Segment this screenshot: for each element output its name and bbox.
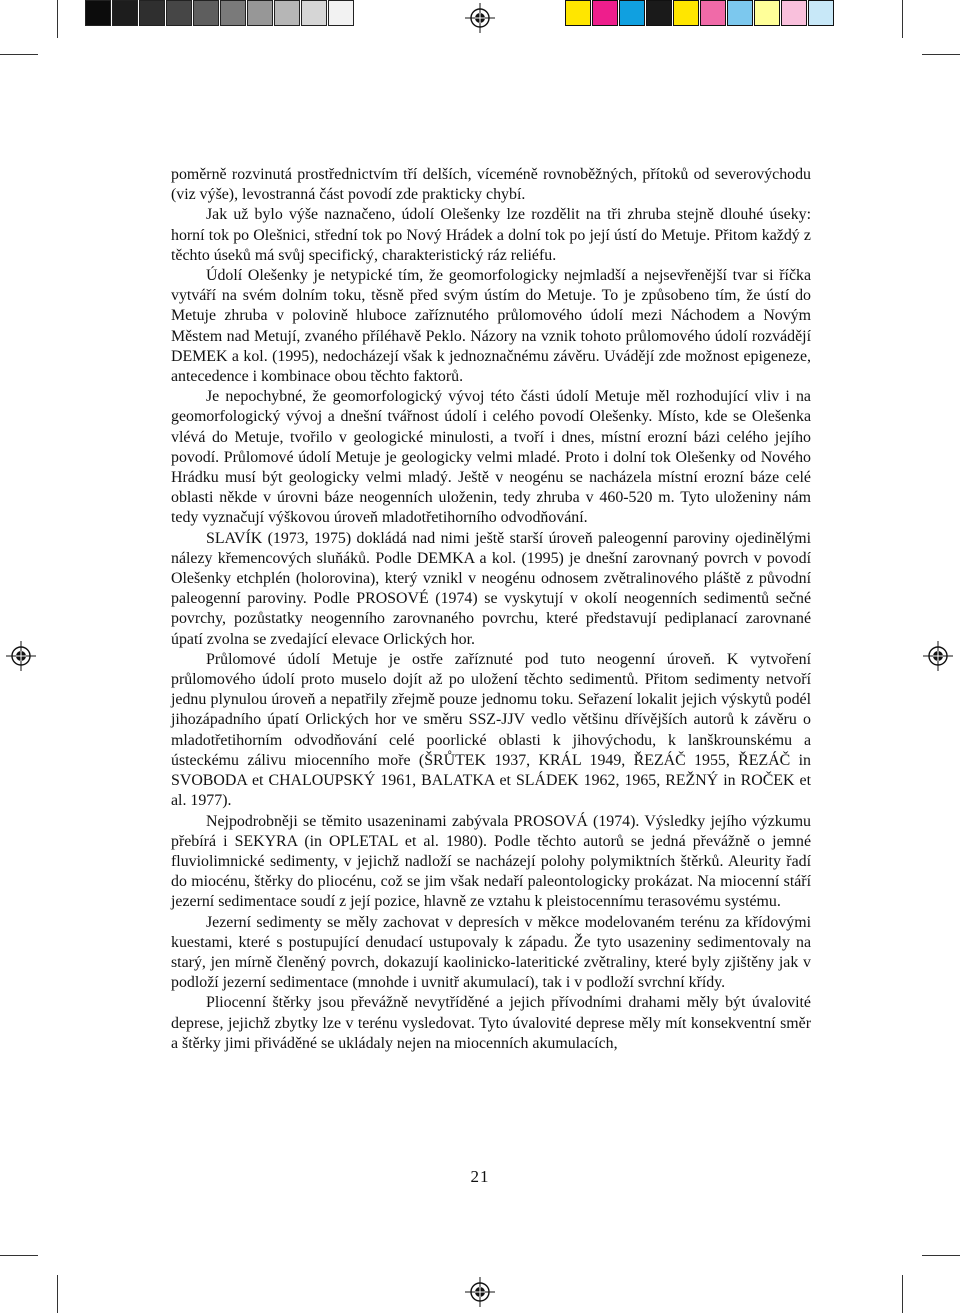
crop-mark-top-right-v	[902, 0, 903, 38]
cmyk-color-bar	[565, 0, 835, 30]
paragraph-3: Údolí Olešenky je netypické tím, že geomorfologicky nejmladší a nejsevřenější tvar si říčka vytváří na svém dolním toku, těsně před svým ústím do Metuje. To je způsobeno tím, že ústí do Metuje zhruba v polovině hluboce zaříznutého průlomového údolí mezi Náchodem a Novým Městem nad Metují, zvaného příléhavě Peklo. Názory na vznik tohoto průlomového údolí rozvádějí DEMEK a kol. (1995), nedocházejí však k jednoznačnému závěru. Uvádějí zde možnost epigeneze, antecedence i kombinace obou těchto faktorů.	[171, 267, 811, 386]
crop-mark-top-right-h	[922, 54, 960, 55]
paragraph-5: SLAVÍK (1973, 1975) dokládá nad nimi ještě starší úroveň paleogenní paroviny ojedinělými nálezy křemencových sluňáků. Podle DEMKA a kol. (1995) je dnešní zarovnaný povrch v povodí Olešenky etchplén (holorovina), který vznikl v neogénu odnosem zvětralinového pláště z původní paleogenní paroviny. Podle PROSOVÉ (1974) se vyskytují v okolí neogenních sedimentů sečné povrchy, pozůstatky neogenního zarovnaného povrchu, které představují pediplanací zarovnané úpatí zvolna se zvedající elevace Orlických hor.	[171, 529, 811, 648]
paragraph-1: poměrně rozvinutá prostřednictvím tří delších, víceméně rovnoběžných, přítoků od severovýchodu (viz výše), levostranná část povodí zde prakticky chybí.	[171, 166, 811, 204]
paragraph-6: Průlomové údolí Metuje je ostře zaříznuté pod tuto neogenní úroveň. K vytvoření průlomového údolí proto muselo dojít až po uložení těchto sedimentů. Přitom sedimenty netvoří jednu plynulou úroveň a nepatřily zřejmě pouze jednomu toku. Seřazení lokalit jejich výskytů podél jihozápadního úpatí Orlických hor ve směru SSZ-JJV vedlo většinu dřívějších autorů k závěru o mladotřetihorním odvodňování celé poorlické oblasti k jihovýchodu, k lanškrounskému a ústeckému zálivu miocenního moře (ŠRŮTEK 1937, KRÁL 1949, ŘEZÁČ 1955, ŘEZÁČ in SVOBODA et CHALOUPSKÝ 1961, BALATKA et SLÁDEK 1962, 1965, REŽNÝ in ROČEK et al. 1977).	[171, 650, 811, 810]
grayscale-color-bar	[85, 0, 355, 30]
gray-swatch-8	[274, 0, 300, 26]
crop-mark-bottom-right-v	[902, 1275, 903, 1313]
gray-swatch-10	[328, 0, 354, 26]
gray-swatch-2	[112, 0, 138, 26]
crop-mark-bottom-left-v	[57, 1275, 58, 1313]
color-swatch-2	[592, 0, 618, 26]
gray-swatch-1	[85, 0, 111, 26]
paragraph-7: Nejpodrobněji se těmito usazeninami zabývala PROSOVÁ (1974). Výsledky jejího výzkumu přebírá i SEKYRA (in OPLETAL et al. 1980). Podle těchto autorů se jedná převážně o jemné fluviolimnické sedimenty, v jejichž nadloží se nacházejí polohy polymiktních štěrků. Aleurity řadí do miocénu, štěrky do pliocénu, což se jim však nedaří paleontologicky prokázat. Na miocenní stáří jezerní sedimentace soudí z její pozice, hlavně ze vztahu k pleistocennímu terasovému systému.	[171, 812, 811, 911]
crop-mark-top-left-v	[57, 0, 58, 38]
registration-mark-icon-bottom	[465, 1277, 495, 1307]
gray-swatch-6	[220, 0, 246, 26]
color-swatch-9	[781, 0, 807, 26]
paragraph-8: Jezerní sedimenty se měly zachovat v depresích v měkce modelovaném terénu za křídovými kuestami, které s postupující denudací ustupovaly k západu. Že tyto usazeniny sedimentovaly na starý, jen mírně členěný povrch, dokazují kaolinicko-lateritické zvětraliny, které byly zjištěny jak v podloží jezerní sedimentace (mnohde i uvnitř akumulací), tak i v podloží svrchní křídy.	[171, 913, 811, 992]
paragraph-4: Je nepochybné, že geomorfologický vývoj této části údolí Metuje měl rozhodující vliv i na geomorfologický vývoj a dnešní tvářnost údolí i celého povodí Olešenky. Místo, kde se Olešenka vlévá do Metuje, tvořilo v geologické minulosti, a tvoří i dnes, místní erozní bázi celého jejího povodí. Průlomové údolí Metuje je geologicky velmi mladé. Proto i dolní tok Olešenky od Nového Hrádku musí být geologicky velmi mladý. Ještě v neogénu se nacházela místní erozní báze celé oblasti někde v úrovni báze neogenních uloženin, tedy zhruba v 460-520 m. Tyto uloženiny nám tedy vyznačují výškovou úroveň mladotřetihorního odvodňování.	[171, 388, 811, 527]
color-swatch-4	[646, 0, 672, 26]
gray-swatch-4	[166, 0, 192, 26]
color-swatch-8	[754, 0, 780, 26]
gray-swatch-5	[193, 0, 219, 26]
gray-swatch-9	[301, 0, 327, 26]
color-swatch-5	[673, 0, 699, 26]
color-swatch-1	[565, 0, 591, 26]
gray-swatch-3	[139, 0, 165, 26]
paragraph-2: Jak už bylo výše naznačeno, údolí Olešenky lze rozdělit na tři zhruba stejně dlouhé úseky: horní tok po Olešnici, střední tok po Nový Hrádek a dolní tok po její ústí do Metuje. Přitom každý z těchto úseků má svůj specifický, charakteristický ráz reliéfu.	[171, 206, 811, 264]
registration-mark-icon-right	[923, 641, 953, 671]
registration-mark-icon-top	[465, 3, 495, 33]
color-swatch-6	[700, 0, 726, 26]
paragraph-9: Pliocenní štěrky jsou převážně nevytříděné a jejich přívodními drahami měly být úvalovité deprese, jejichž zbytky lze v terénu vysledovat. Tyto úvalovité deprese měly mít konsekventní směr a štěrky jimi přiváděné se ukládaly nejen na miocenních akumulacích,	[171, 994, 811, 1052]
crop-mark-bottom-right-h	[922, 1255, 960, 1256]
page-number: 21	[470, 1167, 490, 1186]
crop-mark-bottom-left-h	[0, 1255, 38, 1256]
gray-swatch-7	[247, 0, 273, 26]
registration-mark-icon-left	[6, 641, 36, 671]
body-text	[171, 165, 811, 1054]
crop-mark-top-left-h	[0, 54, 38, 55]
color-swatch-7	[727, 0, 753, 26]
color-swatch-10	[808, 0, 834, 26]
color-swatch-3	[619, 0, 645, 26]
